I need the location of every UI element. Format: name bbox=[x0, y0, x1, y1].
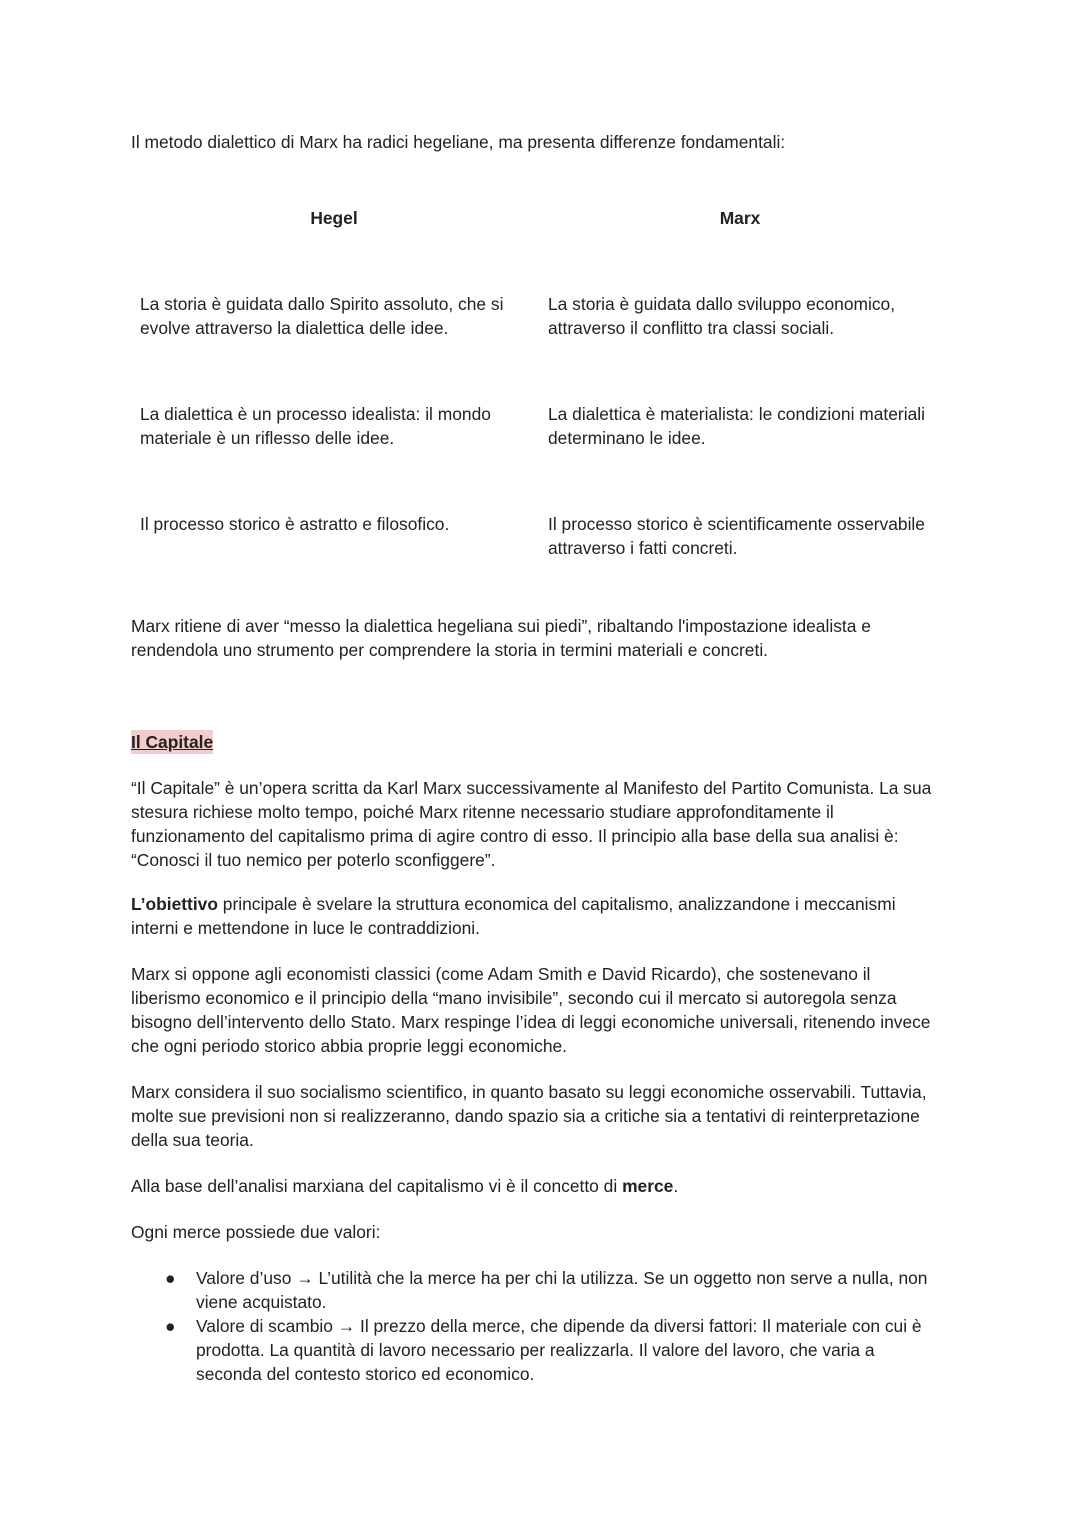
hegel-cell-dialectic: La dialettica è un processo idealista: il mondo materiale è un riflesso delle idee. bbox=[140, 404, 491, 448]
section-title: Il Capitale bbox=[131, 732, 214, 752]
merce-paragraph bbox=[131, 1174, 943, 1198]
merce-bold: merce bbox=[622, 1176, 674, 1196]
two-values-paragraph: Ogni merce possiede due valori: bbox=[131, 1222, 381, 1242]
objective-bold-label: L’obiettivo bbox=[131, 894, 218, 914]
list-item-text: Valore d’uso → L’utilità che la merce ha per chi la utilizza. Se un oggetto non serve a nulla, non viene acquistato. bbox=[196, 1268, 928, 1312]
conclusion-paragraph: Marx ritiene di aver “messo la dialettica hegeliana sui piedi”, ribaltando l'impostazione idealista e rendendola uno strumento per comprendere la storia in termini materiali e concreti. bbox=[131, 616, 871, 660]
capitale-intro-paragraph: “Il Capitale” è un’opera scritta da Karl Marx successivamente al Manifesto del Partito Comunista. La sua stesura richiese molto tempo, poiché Marx ritenne necessario studiare approfonditamente il funzionamento del capitalismo prima di agire contro di esso. Il principio alla base della sua analisi è: “Conosci il tuo nemico per poterlo sconfiggere”. bbox=[131, 778, 932, 870]
hegel-cell-history: La storia è guidata dallo Spirito assoluto, che si evolve attraverso la dialettica delle idee. bbox=[140, 294, 504, 338]
marx-cell-process: Il processo storico è scientificamente osservabile attraverso i fatti concreti. bbox=[548, 514, 925, 558]
marx-cell-dialectic: La dialettica è materialista: le condizioni materiali determinano le idee. bbox=[548, 404, 925, 448]
objective-paragraph bbox=[131, 892, 943, 940]
values-list bbox=[131, 1266, 943, 1386]
marx-cell-history: La storia è guidata dallo sviluppo economico, attraverso il conflitto tra classi sociali. bbox=[548, 294, 896, 338]
intro-paragraph: Il metodo dialettico di Marx ha radici hegeliane, ma presenta differenze fondamentali: bbox=[131, 132, 786, 152]
objective-text: principale è svelare la struttura economica del capitalismo, analizzandone i meccanismi interni e mettendone in luce le contraddizioni. bbox=[131, 894, 896, 938]
column-header-marx: Marx bbox=[719, 208, 761, 228]
scientific-socialism-paragraph: Marx considera il suo socialismo scientifico, in quanto basato su leggi economiche osservabili. Tuttavia, molte sue previsioni non si realizzeranno, dando spazio sia a critiche sia a tentativi di reinterpretazione della sua teoria. bbox=[131, 1082, 927, 1150]
merce-text-start: Alla base dell’analisi marxiana del capitalismo vi è il concetto di bbox=[131, 1176, 623, 1196]
hegel-cell-process: Il processo storico è astratto e filosofico. bbox=[140, 514, 450, 534]
classical-economists-paragraph: Marx si oppone agli economisti classici (come Adam Smith e David Ricardo), che sostenevano il liberismo economico e il principio della “mano invisibile”, secondo cui il mercato si autoregola senza bisogno dell’intervento dello Stato. Marx respinge l’idea di leggi economiche universali, ritenendo invece che ogni periodo storico abbia proprie leggi economiche. bbox=[131, 964, 931, 1056]
bullet-dot-icon: ● bbox=[165, 1316, 176, 1336]
merce-text-end: . bbox=[673, 1176, 679, 1196]
bullet-dot-icon: ● bbox=[165, 1268, 176, 1288]
list-item-text: Valore di scambio → Il prezzo della merce, che dipende da diversi fattori: Il materiale con cui è prodotta. La quantità di lavoro necessario per realizzarla. Il valore del lavoro, che varia a seconda del contesto storico ed economico. bbox=[196, 1316, 922, 1384]
column-header-hegel: Hegel bbox=[310, 208, 358, 228]
list-item bbox=[131, 1314, 943, 1386]
list-item bbox=[131, 1266, 943, 1314]
